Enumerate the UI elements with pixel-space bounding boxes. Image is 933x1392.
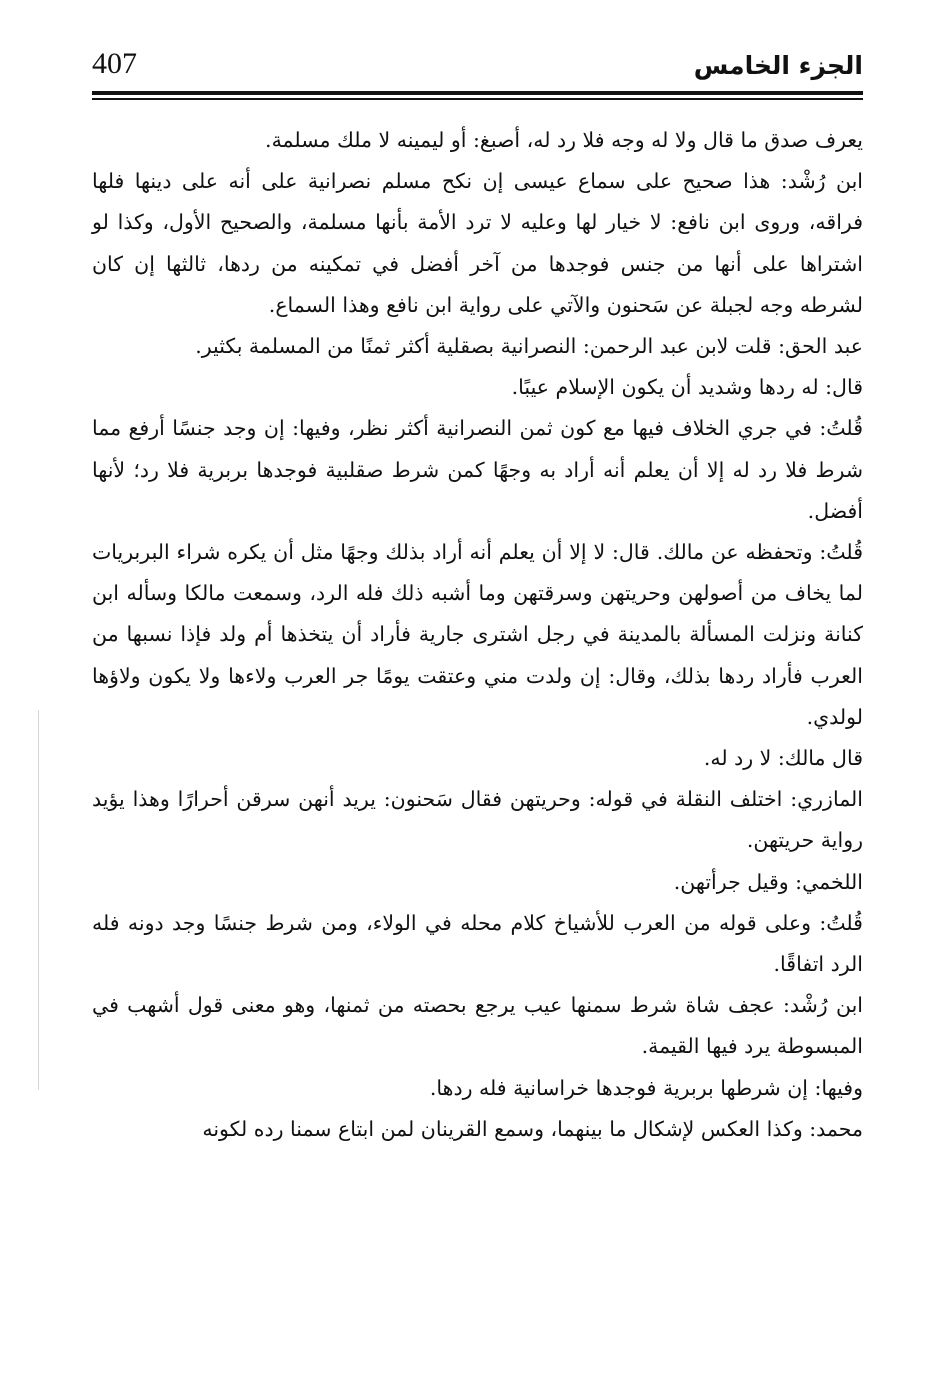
running-title: الجزء الخامس	[693, 51, 863, 80]
paragraph: اللخمي: وقيل جرأتهن.	[673, 869, 863, 894]
paragraph: قُلتُ: في جري الخلاف فيها مع كون ثمن النصرانية أكثر نظر، وفيها: إن وجد جنسًا أرفع مما شرط فلا رد له إلا أن يعلم أنه أراد به وجهًا كمن شرط صقلبية فوجدها بربرية فلا رد؛ لأنها أفضل.	[92, 416, 863, 523]
paragraph: ابن رُشْد: هذا صحيح على سماع عيسى إن نكح مسلم نصرانية على أنه على دينها فلها فراقه، وروى ابن نافع: لا خيار لها وعليه لا ترد الأمة بأنها مسلمة، والصحيح الأول، وكذا لو اشتراها على أنها من جنس فوجدها من آخر أفضل في تمكينه من ردها، ثالثها إن كان لشرطه وجه لجبلة عن سَحنون والآتي على رواية ابن نافع وهذا السماع.	[92, 169, 863, 317]
paragraph: المازري: اختلف النقلة في قوله: وحريتهن فقال سَحنون: يريد أنهن سرقن أحرارًا وهذا يؤيد رواية حريتهن.	[92, 787, 863, 853]
paragraph: يعرف صدق ما قال ولا له وجه فلا رد له، أصبغ: أو ليمينه لا ملك مسلمة.	[265, 128, 863, 152]
page-header	[92, 40, 863, 92]
page-number: 407	[92, 47, 137, 80]
paragraph: ابن رُشْد: عجف شاة شرط سمنها عيب يرجع بحصته من ثمنها، وهو معنى قول أشهب في المبسوطة يرد فيها القيمة.	[92, 993, 863, 1059]
header-rule-thin	[92, 98, 863, 100]
header-rule-thick	[92, 91, 863, 95]
paragraph: محمد: وكذا العكس لإشكال ما بينهما، وسمع القرينان لمن ابتاع سمنا رده لكونه	[202, 1116, 863, 1141]
scan-margin-line	[38, 710, 39, 1090]
paragraph: عبد الحق: قلت لابن عبد الرحمن: النصرانية بصقلية أكثر ثمنًا من المسلمة بكثير.	[195, 334, 863, 359]
paragraph: وفيها: إن شرطها بربرية فوجدها خراسانية فله ردها.	[429, 1075, 863, 1100]
paragraph: قال: له ردها وشديد أن يكون الإسلام عيبًا.	[511, 375, 863, 400]
paragraph: قال مالك: لا رد له.	[703, 746, 863, 771]
paragraph: قُلتُ: وتحفظه عن مالك. قال: لا إلا أن يعلم أنه أراد بذلك وجهًا مثل أن يكره شراء البربريات لما يخاف من أصولهن وحريتهن وسرقتهن وما أشبه ذلك فله الرد، وسمعت مالكا وسأله ابن كنانة ونزلت المسألة بالمدينة في رجل اشترى جارية فأراد أن يتخذها أم ولد فإذا نسبها من العرب فأراد ردها بذلك، وقال: إن ولدت مني وعتقت يومًا جر العرب ولاءها ولا يكون ولاؤها لولدي.	[92, 540, 863, 729]
body-text	[92, 120, 863, 1150]
paragraph: قُلتُ: وعلى قوله من العرب للأشياخ كلام محله في الولاء، ومن شرط جنسًا وجد دونه فله الرد اتفاقًا.	[92, 910, 863, 977]
